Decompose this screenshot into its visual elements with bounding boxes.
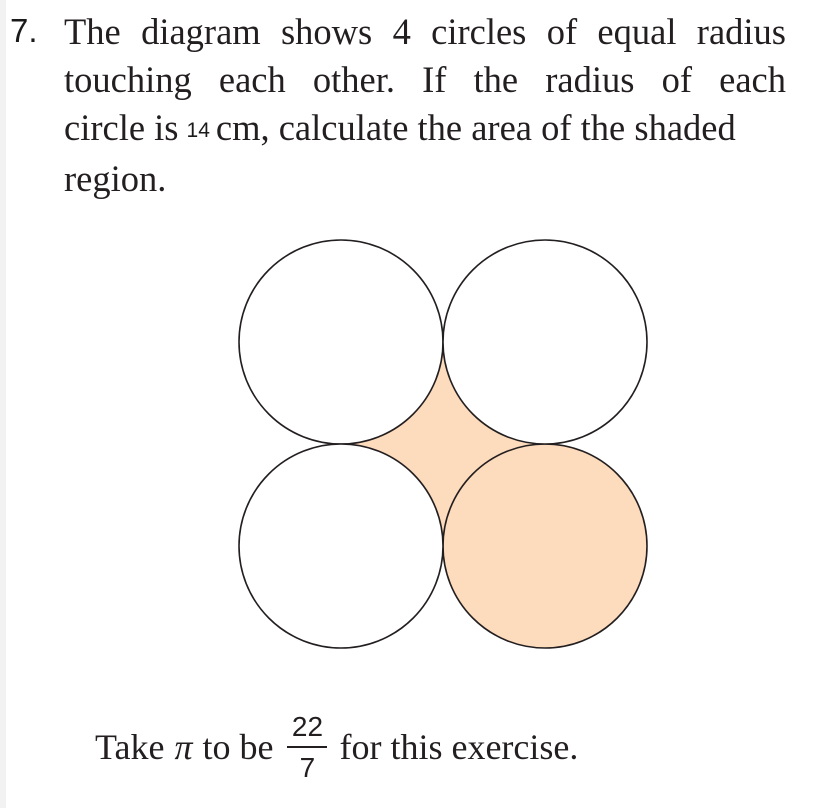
question-line-3-end: cm, calculate the area of the shaded — [215, 107, 736, 148]
pi-approximation-note — [95, 704, 578, 790]
question-number: 7. — [10, 12, 38, 49]
footer-text-exercise: for this exercise. — [339, 727, 579, 767]
question-line-2: touching each other. If the radius of each — [64, 59, 786, 100]
radius-value: 14 — [186, 119, 210, 142]
circle-top-left — [239, 240, 443, 444]
fraction-bar — [287, 746, 327, 748]
circle-bottom-right — [443, 444, 647, 648]
footer-text-take: Take — [95, 727, 165, 767]
question-line-3-start: circle is — [64, 107, 179, 148]
fraction-numerator: 22 — [291, 710, 324, 742]
question-line-4: region. — [64, 158, 167, 199]
pi-symbol: π — [174, 727, 193, 767]
fraction-denominator: 7 — [299, 751, 316, 783]
pi-fraction — [287, 710, 327, 785]
footer-text-to-be: to be — [202, 727, 274, 767]
circle-bottom-left — [239, 444, 443, 648]
circle-top-right — [443, 240, 647, 444]
question-line-1: The diagram shows 4 circles of equal radius — [64, 11, 786, 52]
